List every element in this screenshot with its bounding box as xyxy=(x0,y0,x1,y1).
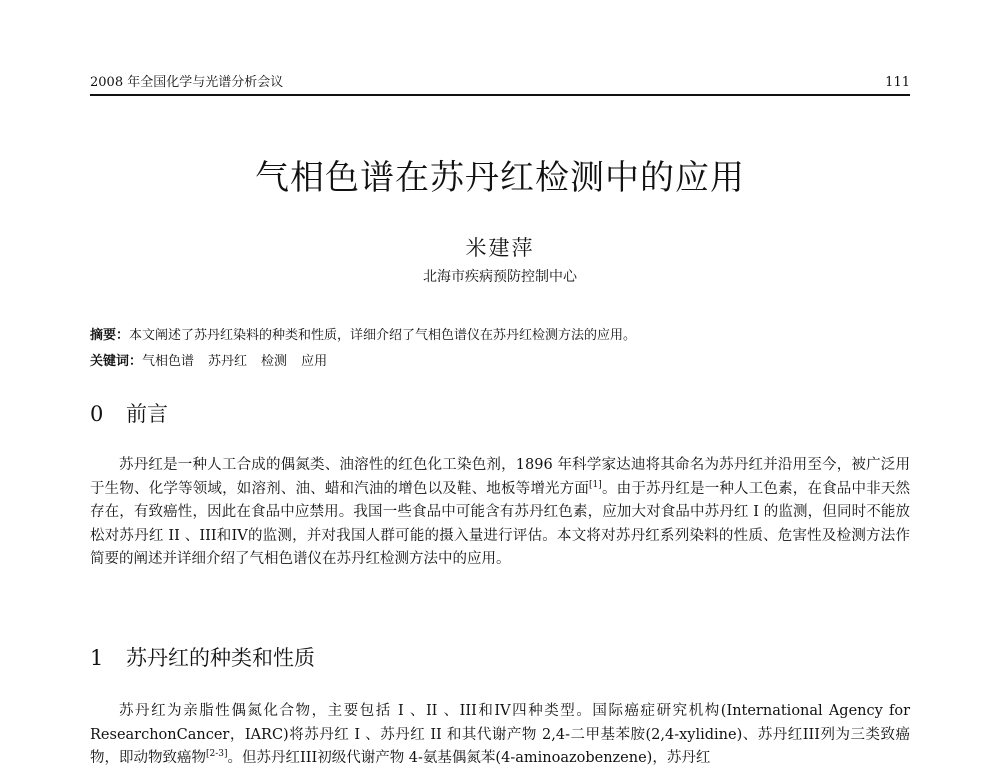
paper-title: 气相色谱在苏丹红检测中的应用 xyxy=(255,158,745,198)
keyword: 气相色谱 xyxy=(142,354,195,369)
section-title: 前言 xyxy=(126,402,168,426)
section-heading-1 xyxy=(90,642,315,672)
citation: [2-3] xyxy=(206,749,228,760)
citation: [1] xyxy=(589,479,602,490)
abstract xyxy=(90,324,910,343)
paragraph-text: 。但苏丹红III初级代谢产物 4-氨基偶氮苯(4-aminoazobenzene)，苏丹红 xyxy=(227,750,711,766)
paragraph-text: 。由于苏丹红是一种人工色素，在食品中非天然存在，有致癌性，因此在食品中应禁用。我国一些食品中可能含有苏丹红色素，应加大对食品中苏丹红 I 的监测，但同时不能放松对苏丹红 II 、III和IV的监测，并对我国人群可能的摄入量进行评估。本文将对苏丹红系列染料的性质、危害性及检测方法作简要的阐述并详细介绍了气相色谱仪在苏丹红检测方法中的应用。 xyxy=(90,480,911,567)
keyword: 检测 xyxy=(261,354,288,369)
conference-name: 2008 年全国化学与光谱分析会议 xyxy=(90,75,284,90)
keyword: 应用 xyxy=(301,354,328,369)
keywords xyxy=(90,350,910,369)
section-title: 苏丹红的种类和性质 xyxy=(126,646,315,670)
paragraph-text: 苏丹红为亲脂性偶氮化合物，主要包括 I 、II 、III和IV四种类型。国际癌症研究机构(International Agency for ResearchonCancer，IARC)将苏丹红 I 、苏丹红 II 和其代谢产物 2,4-二甲基苯胺(2,4-xylidine)、苏丹红III列为三类致癌物，即动物致癌物 xyxy=(90,703,910,766)
abstract-label: 摘要： xyxy=(90,328,130,343)
section-heading-0 xyxy=(90,398,168,428)
author-name: 米建萍 xyxy=(465,236,535,260)
paragraph-text: 苏丹红是一种人工合成的偶氮类、油溶性的红色化工染色剂，1896 年科学家达迪将其命名为苏丹红并沿用至今，被广泛用于生物、化学等领域，如溶剂、油、蜡和汽油的增色以及鞋、地板等增光方面 xyxy=(90,457,910,497)
section-number: 1 xyxy=(90,646,104,670)
body-paragraph xyxy=(90,454,910,572)
affiliation: 北海市疾病预防控制中心 xyxy=(423,269,577,285)
section-number: 0 xyxy=(90,402,104,426)
running-header xyxy=(90,70,910,96)
keyword: 苏丹红 xyxy=(208,354,248,369)
keywords-label: 关键词： xyxy=(90,354,143,369)
abstract-text: 本文阐述了苏丹红染料的种类和性质，详细介绍了气相色谱仪在苏丹红检测方法的应用。 xyxy=(129,328,637,343)
page-number: 111 xyxy=(885,75,910,90)
